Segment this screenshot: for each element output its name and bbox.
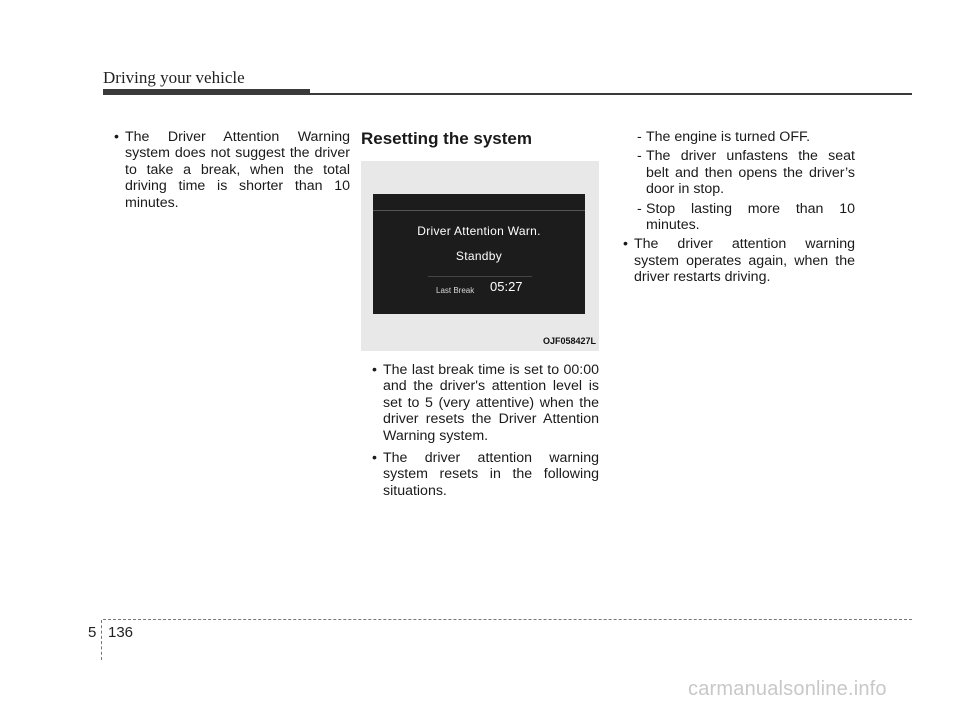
screen-divider [428, 276, 532, 277]
last-break-label: Last Break [436, 286, 475, 295]
bullet-item: • The last break time is set to 00:00 and the driver's attention level is set to 5 (very attentive) when the driver resets the Driver Attention Warning system. [361, 362, 599, 444]
bullet-item: • The Driver Attention Warning system does not suggest the driver to take a break, when the total driving time is shorter than 10 minutes. [103, 129, 350, 211]
figure-code: OJF058427L [542, 335, 596, 346]
bullet-item: • The driver attention warning system resets in the following situations. [361, 450, 599, 499]
screen-title: Driver Attention Warn. [417, 224, 541, 238]
footer-divider [101, 620, 102, 660]
screen-status: Standby [455, 249, 503, 263]
page-number: 136 [108, 624, 134, 641]
bullet-item: • The driver attention warning system operates again, when the driver restarts driving. [612, 236, 855, 285]
cluster-display-figure [361, 161, 599, 351]
last-break-value: 05:27 [490, 279, 523, 294]
watermark: carmanualsonline.info [688, 678, 887, 700]
page-header-title: Driving your vehicle [103, 68, 245, 87]
dash-item: - Stop lasting more than 10 minutes. [612, 201, 855, 234]
header-rule [310, 93, 912, 95]
section-heading: Resetting the system [361, 129, 532, 148]
cluster-screen [373, 194, 585, 314]
screen-top-divider [373, 210, 585, 211]
header-bar-thick [103, 89, 310, 95]
footer-rule [103, 619, 912, 620]
column-left [103, 129, 350, 217]
dash-item: - The engine is turned OFF. [612, 129, 855, 145]
column-middle [361, 129, 599, 505]
dash-item: - The driver unfastens the seat belt and then opens the driver’s door in stop. [612, 148, 855, 197]
column-right [612, 129, 855, 292]
chapter-number: 5 [88, 624, 97, 641]
